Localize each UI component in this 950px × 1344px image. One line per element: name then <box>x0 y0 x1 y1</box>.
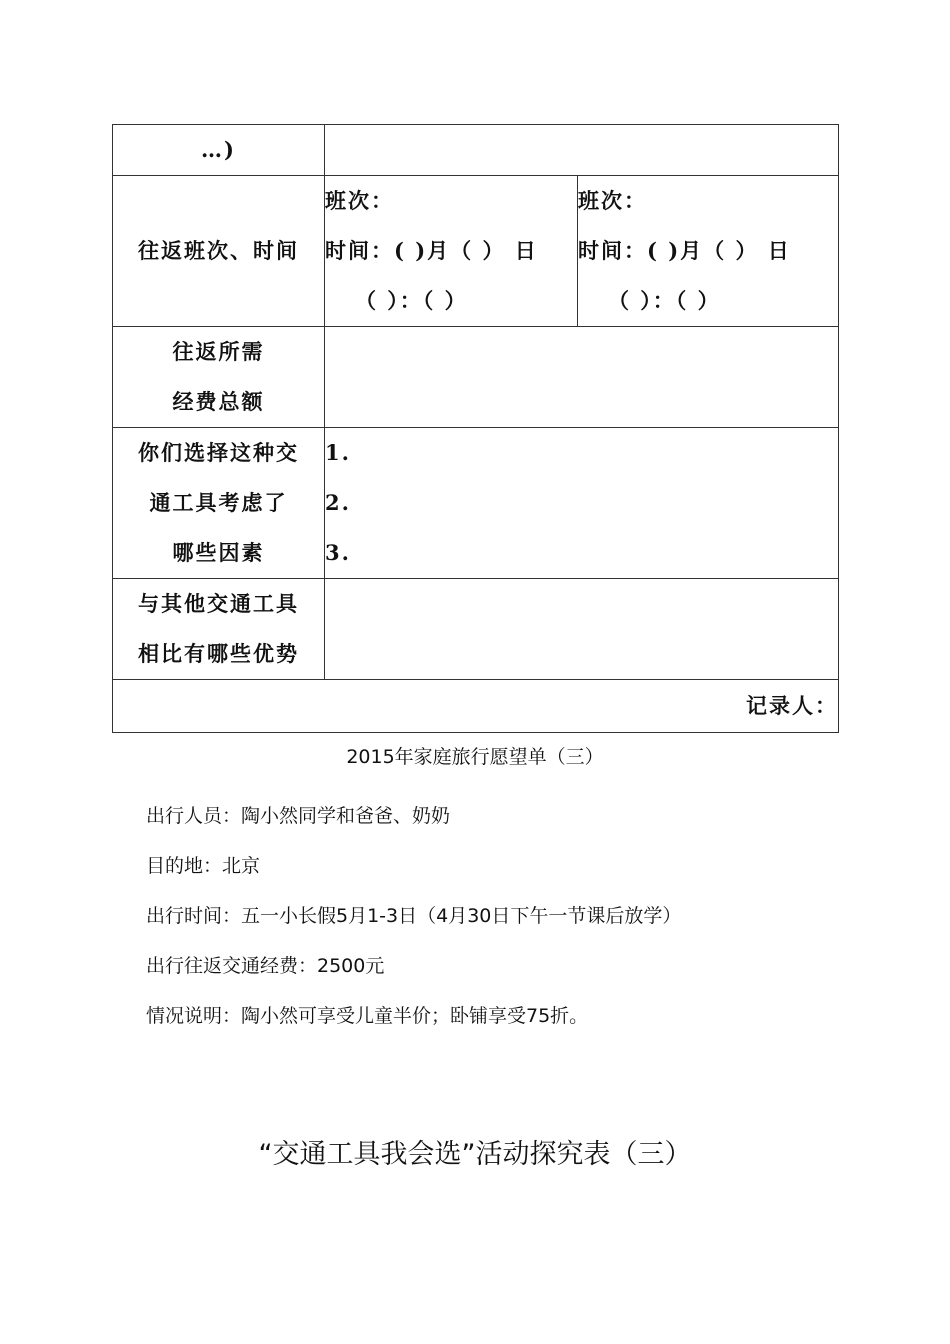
row-recorder <box>113 680 839 733</box>
return-date: 时间：( )月（ ） 日 <box>578 238 791 263</box>
travel-time-line: 出行时间：五一小长假5月1-3日（4月30日下午一节课后放学） <box>146 905 682 927</box>
total-cost-value <box>325 327 839 428</box>
outbound-date: 时间：( )月（ ） 日 <box>325 238 538 263</box>
outbound-clock: （ ）：（ ） <box>355 288 468 313</box>
row-total-cost <box>113 327 839 428</box>
travelers-line: 出行人员：陶小然同学和爸爸、奶奶 <box>146 805 451 827</box>
advantages-label-line2: 相比有哪些优势 <box>138 641 299 666</box>
notes-line: 情况说明：陶小然可享受儿童半价；卧铺享受75折。 <box>146 1005 589 1027</box>
factors-label-line2: 通工具考虑了 <box>149 490 288 515</box>
factors-list <box>325 428 839 579</box>
factors-label <box>113 428 325 579</box>
continued-value <box>325 125 839 176</box>
continued-label: …) <box>113 125 325 176</box>
schedule-label: 往返班次、时间 <box>113 176 325 327</box>
factor-item-2: 2. <box>325 490 351 515</box>
total-cost-label-line1: 往返所需 <box>172 339 265 364</box>
row-continued <box>113 125 839 176</box>
schedule-outbound <box>325 176 578 327</box>
factors-label-line3: 哪些因素 <box>172 540 265 565</box>
advantages-value <box>325 579 839 680</box>
total-cost-label <box>113 327 325 428</box>
schedule-return <box>578 176 839 327</box>
row-factors <box>113 428 839 579</box>
return-clock: （ ）：（ ） <box>608 288 721 313</box>
factors-label-line1: 你们选择这种交 <box>138 440 299 465</box>
activity-sheet-title: “交通工具我会选”活动探究表（三） <box>258 1139 692 1170</box>
budget-line: 出行往返交通经费：2500元 <box>146 955 385 977</box>
advantages-label-line1: 与其他交通工具 <box>138 591 299 616</box>
row-advantages <box>113 579 839 680</box>
outbound-trip-number: 班次： <box>325 188 394 213</box>
return-trip-number: 班次： <box>578 188 647 213</box>
trip-info <box>146 791 681 1041</box>
activity-table <box>112 124 839 733</box>
advantages-label <box>113 579 325 680</box>
total-cost-label-line2: 经费总额 <box>172 389 265 414</box>
recorder-label: 记录人： <box>113 680 839 733</box>
row-schedule <box>113 176 839 327</box>
wishlist-title: 2015年家庭旅行愿望单（三） <box>346 746 604 768</box>
factor-item-3: 3. <box>325 540 351 565</box>
destination-line: 目的地：北京 <box>146 855 261 877</box>
factor-item-1: 1. <box>325 440 351 465</box>
